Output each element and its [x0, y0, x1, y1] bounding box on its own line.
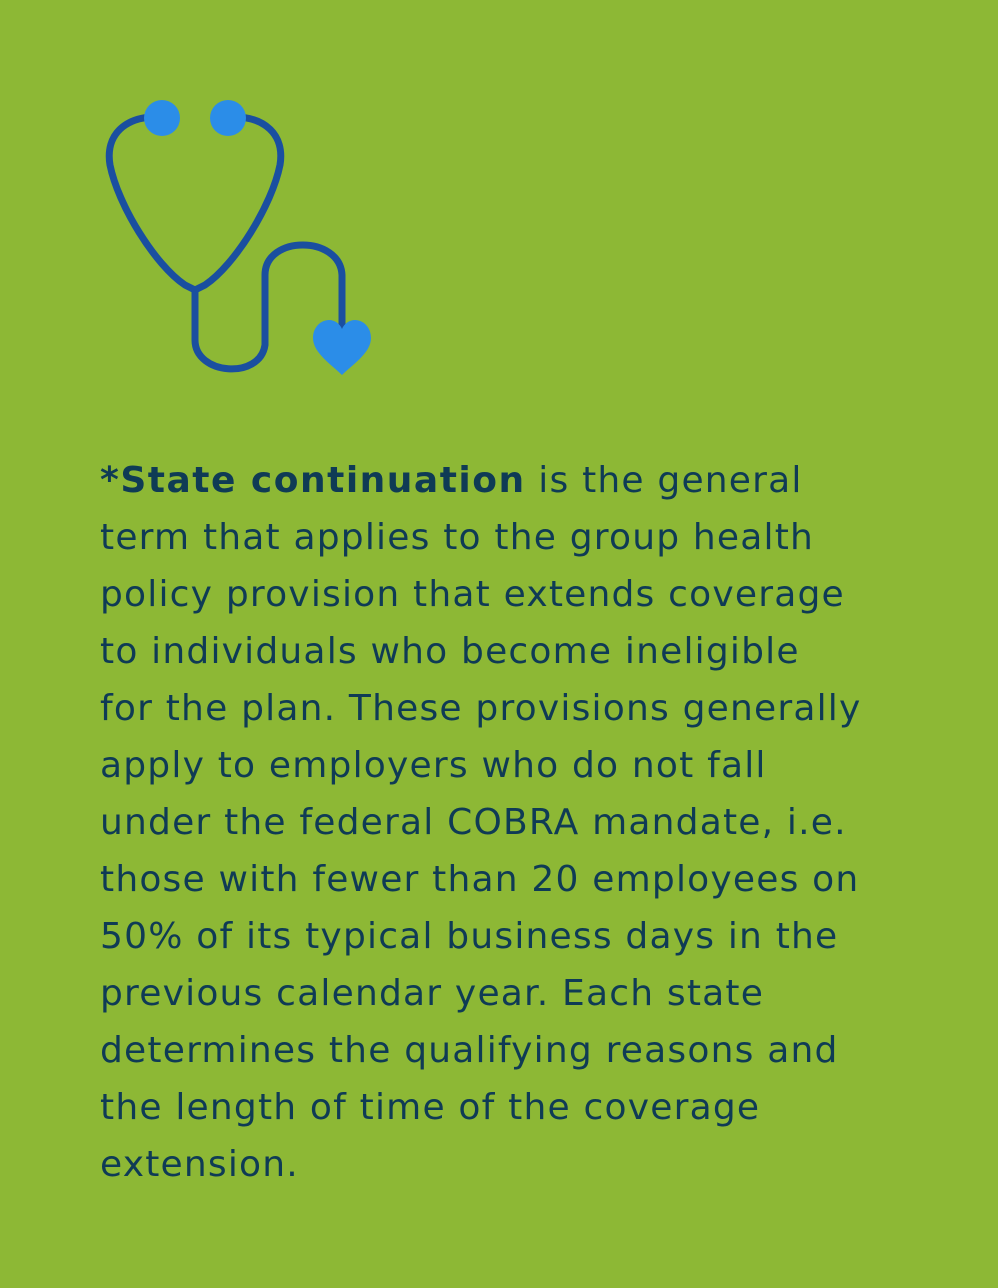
earpiece-left-icon: [144, 100, 180, 136]
definition-text: [100, 452, 900, 1193]
stethoscope-icon: [100, 95, 380, 385]
text-line-6: apply to employers who do not fall: [100, 745, 767, 786]
text-line-3: policy provision that extends coverage: [100, 574, 845, 615]
text-line-12: the length of time of the coverage: [100, 1087, 761, 1128]
text-line-13: extension.: [100, 1144, 299, 1185]
text-line-7: under the federal COBRA mandate, i.e.: [100, 802, 847, 843]
text-line-4: to individuals who become ineligible: [100, 631, 800, 672]
text-line-1: *State continuation is the general: [100, 460, 803, 501]
text-line-10: previous calendar year. Each state: [100, 973, 765, 1014]
text-line-9: 50% of its typical business days in the: [100, 916, 839, 957]
text-line-2: term that applies to the group health: [100, 517, 815, 558]
text-line-5: for the plan. These provisions generally: [100, 688, 862, 729]
defined-term: *State continuation: [100, 460, 526, 501]
earpiece-right-icon: [210, 100, 246, 136]
text-line-8: those with fewer than 20 employees on: [100, 859, 860, 900]
text-line-11: determines the qualifying reasons and: [100, 1030, 839, 1071]
